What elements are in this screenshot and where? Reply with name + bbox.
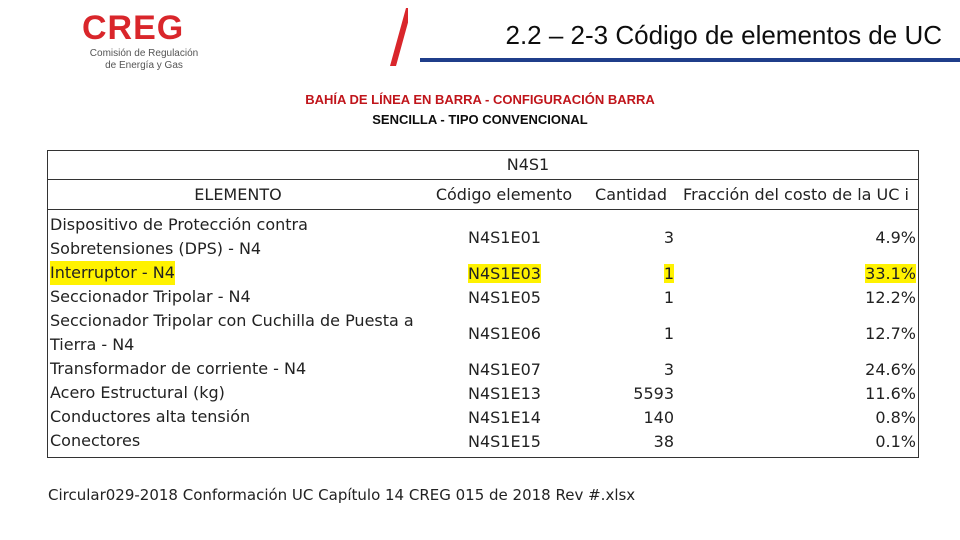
- column-header-fraction: Fracción del costo de la UC i: [683, 185, 909, 204]
- column-header-element: ELEMENTO: [194, 185, 282, 204]
- cell-element-text: Acero Estructural (kg): [50, 383, 225, 402]
- cell-element: [50, 213, 422, 261]
- cell-element-text: Seccionador Tripolar - N4: [50, 287, 251, 306]
- cell-fraction: [748, 405, 916, 429]
- cell-quantity-text: 1: [663, 263, 674, 283]
- cell-code: [468, 429, 588, 453]
- elements-table: [47, 150, 919, 458]
- cell-code-text: N4S1E15: [468, 431, 541, 451]
- cell-quantity: [608, 357, 674, 381]
- cell-quantity-text: 38: [653, 431, 674, 451]
- table-row: [48, 381, 918, 405]
- cell-element-text: Conectores: [50, 431, 141, 450]
- cell-code: [468, 381, 588, 405]
- cell-code-text: N4S1E06: [468, 323, 541, 343]
- cell-code: [468, 285, 588, 309]
- source-file-caption: Circular029-2018 Conformación UC Capítulo 14 CREG 015 de 2018 Rev #.xlsx: [48, 486, 636, 504]
- cell-element-text: Dispositivo de Protección contra Sobretensiones (DPS) - N4: [50, 215, 308, 258]
- logo-wordmark: CREG: [82, 9, 185, 47]
- column-header-code: Código elemento: [435, 185, 573, 204]
- cell-element: [50, 357, 422, 381]
- cell-code-text: N4S1E14: [468, 407, 541, 427]
- group-header: N4S1: [506, 155, 550, 174]
- cell-element-text: Transformador de corriente - N4: [50, 359, 307, 378]
- table-row: [48, 429, 918, 453]
- cell-quantity: [608, 261, 674, 285]
- page-title: 2.2 – 2-3 Código de elementos de UC: [505, 20, 942, 50]
- table-row: [48, 309, 918, 357]
- cell-code-text: N4S1E13: [468, 383, 541, 403]
- cell-quantity: [608, 405, 674, 429]
- creg-logo: [78, 8, 204, 72]
- cell-quantity: [608, 285, 674, 309]
- cell-quantity-text: 1: [663, 323, 674, 343]
- cell-element-text: Interruptor - N4: [50, 261, 175, 285]
- table-row: [48, 357, 918, 381]
- cell-fraction: [748, 309, 916, 357]
- cell-element: [50, 261, 422, 285]
- cell-code: [468, 261, 588, 285]
- cell-code-text: N4S1E07: [468, 359, 541, 379]
- cell-fraction-text: 0.1%: [875, 431, 916, 451]
- title-underline: [420, 58, 960, 62]
- subtitle-line2: SENCILLA - TIPO CONVENCIONAL: [372, 112, 588, 127]
- cell-element: [50, 381, 422, 405]
- logo-subtitle-line1: Comisión de Regulación: [89, 48, 199, 59]
- table-row: [48, 213, 918, 261]
- cell-fraction: [748, 213, 916, 261]
- cell-quantity-text: 3: [663, 359, 674, 379]
- cell-fraction-text: 0.8%: [875, 407, 916, 427]
- cell-code-text: N4S1E03: [468, 263, 541, 283]
- cell-fraction: [748, 285, 916, 309]
- cell-element: [50, 429, 422, 453]
- table-subtitle: [240, 90, 720, 130]
- table-row: [48, 261, 918, 285]
- cell-quantity: [608, 309, 674, 357]
- cell-fraction: [748, 357, 916, 381]
- cell-element-text: Seccionador Tripolar con Cuchilla de Puesta a Tierra - N4: [50, 311, 414, 354]
- cell-quantity-text: 5593: [633, 383, 674, 403]
- cell-quantity: [608, 429, 674, 453]
- cell-fraction: [748, 261, 916, 285]
- cell-fraction-text: 33.1%: [865, 263, 916, 283]
- cell-fraction-text: 24.6%: [865, 359, 916, 379]
- cell-code: [468, 357, 588, 381]
- subtitle-line1: BAHÍA DE LÍNEA EN BARRA - CONFIGURACIÓN BARRA: [305, 92, 655, 107]
- cell-element: [50, 309, 422, 357]
- table-row: [48, 285, 918, 309]
- cell-code: [468, 213, 588, 261]
- cell-fraction-text: 12.7%: [865, 323, 916, 343]
- cell-fraction-text: 12.2%: [865, 287, 916, 307]
- cell-quantity-text: 1: [663, 287, 674, 307]
- cell-quantity: [608, 213, 674, 261]
- cell-element-text: Conductores alta tensión: [50, 407, 251, 426]
- cell-fraction: [748, 429, 916, 453]
- header-divider: [48, 179, 918, 180]
- cell-element: [50, 285, 422, 309]
- cell-code-text: N4S1E05: [468, 287, 541, 307]
- logo-subtitle-line2: de Energía y Gas: [105, 60, 183, 71]
- cell-quantity-text: 140: [643, 407, 674, 427]
- table-row: [48, 405, 918, 429]
- body-divider: [48, 209, 918, 210]
- cell-quantity-text: 3: [663, 227, 674, 247]
- title-bar: [408, 8, 960, 62]
- cell-fraction-text: 4.9%: [875, 227, 916, 247]
- cell-element: [50, 405, 422, 429]
- column-header-quantity: Cantidad: [595, 185, 667, 204]
- cell-code-text: N4S1E01: [468, 227, 541, 247]
- cell-code: [468, 405, 588, 429]
- logo-subtitle: [84, 48, 204, 72]
- cell-code: [468, 309, 588, 357]
- cell-quantity: [608, 381, 674, 405]
- cell-fraction: [748, 381, 916, 405]
- cell-fraction-text: 11.6%: [865, 383, 916, 403]
